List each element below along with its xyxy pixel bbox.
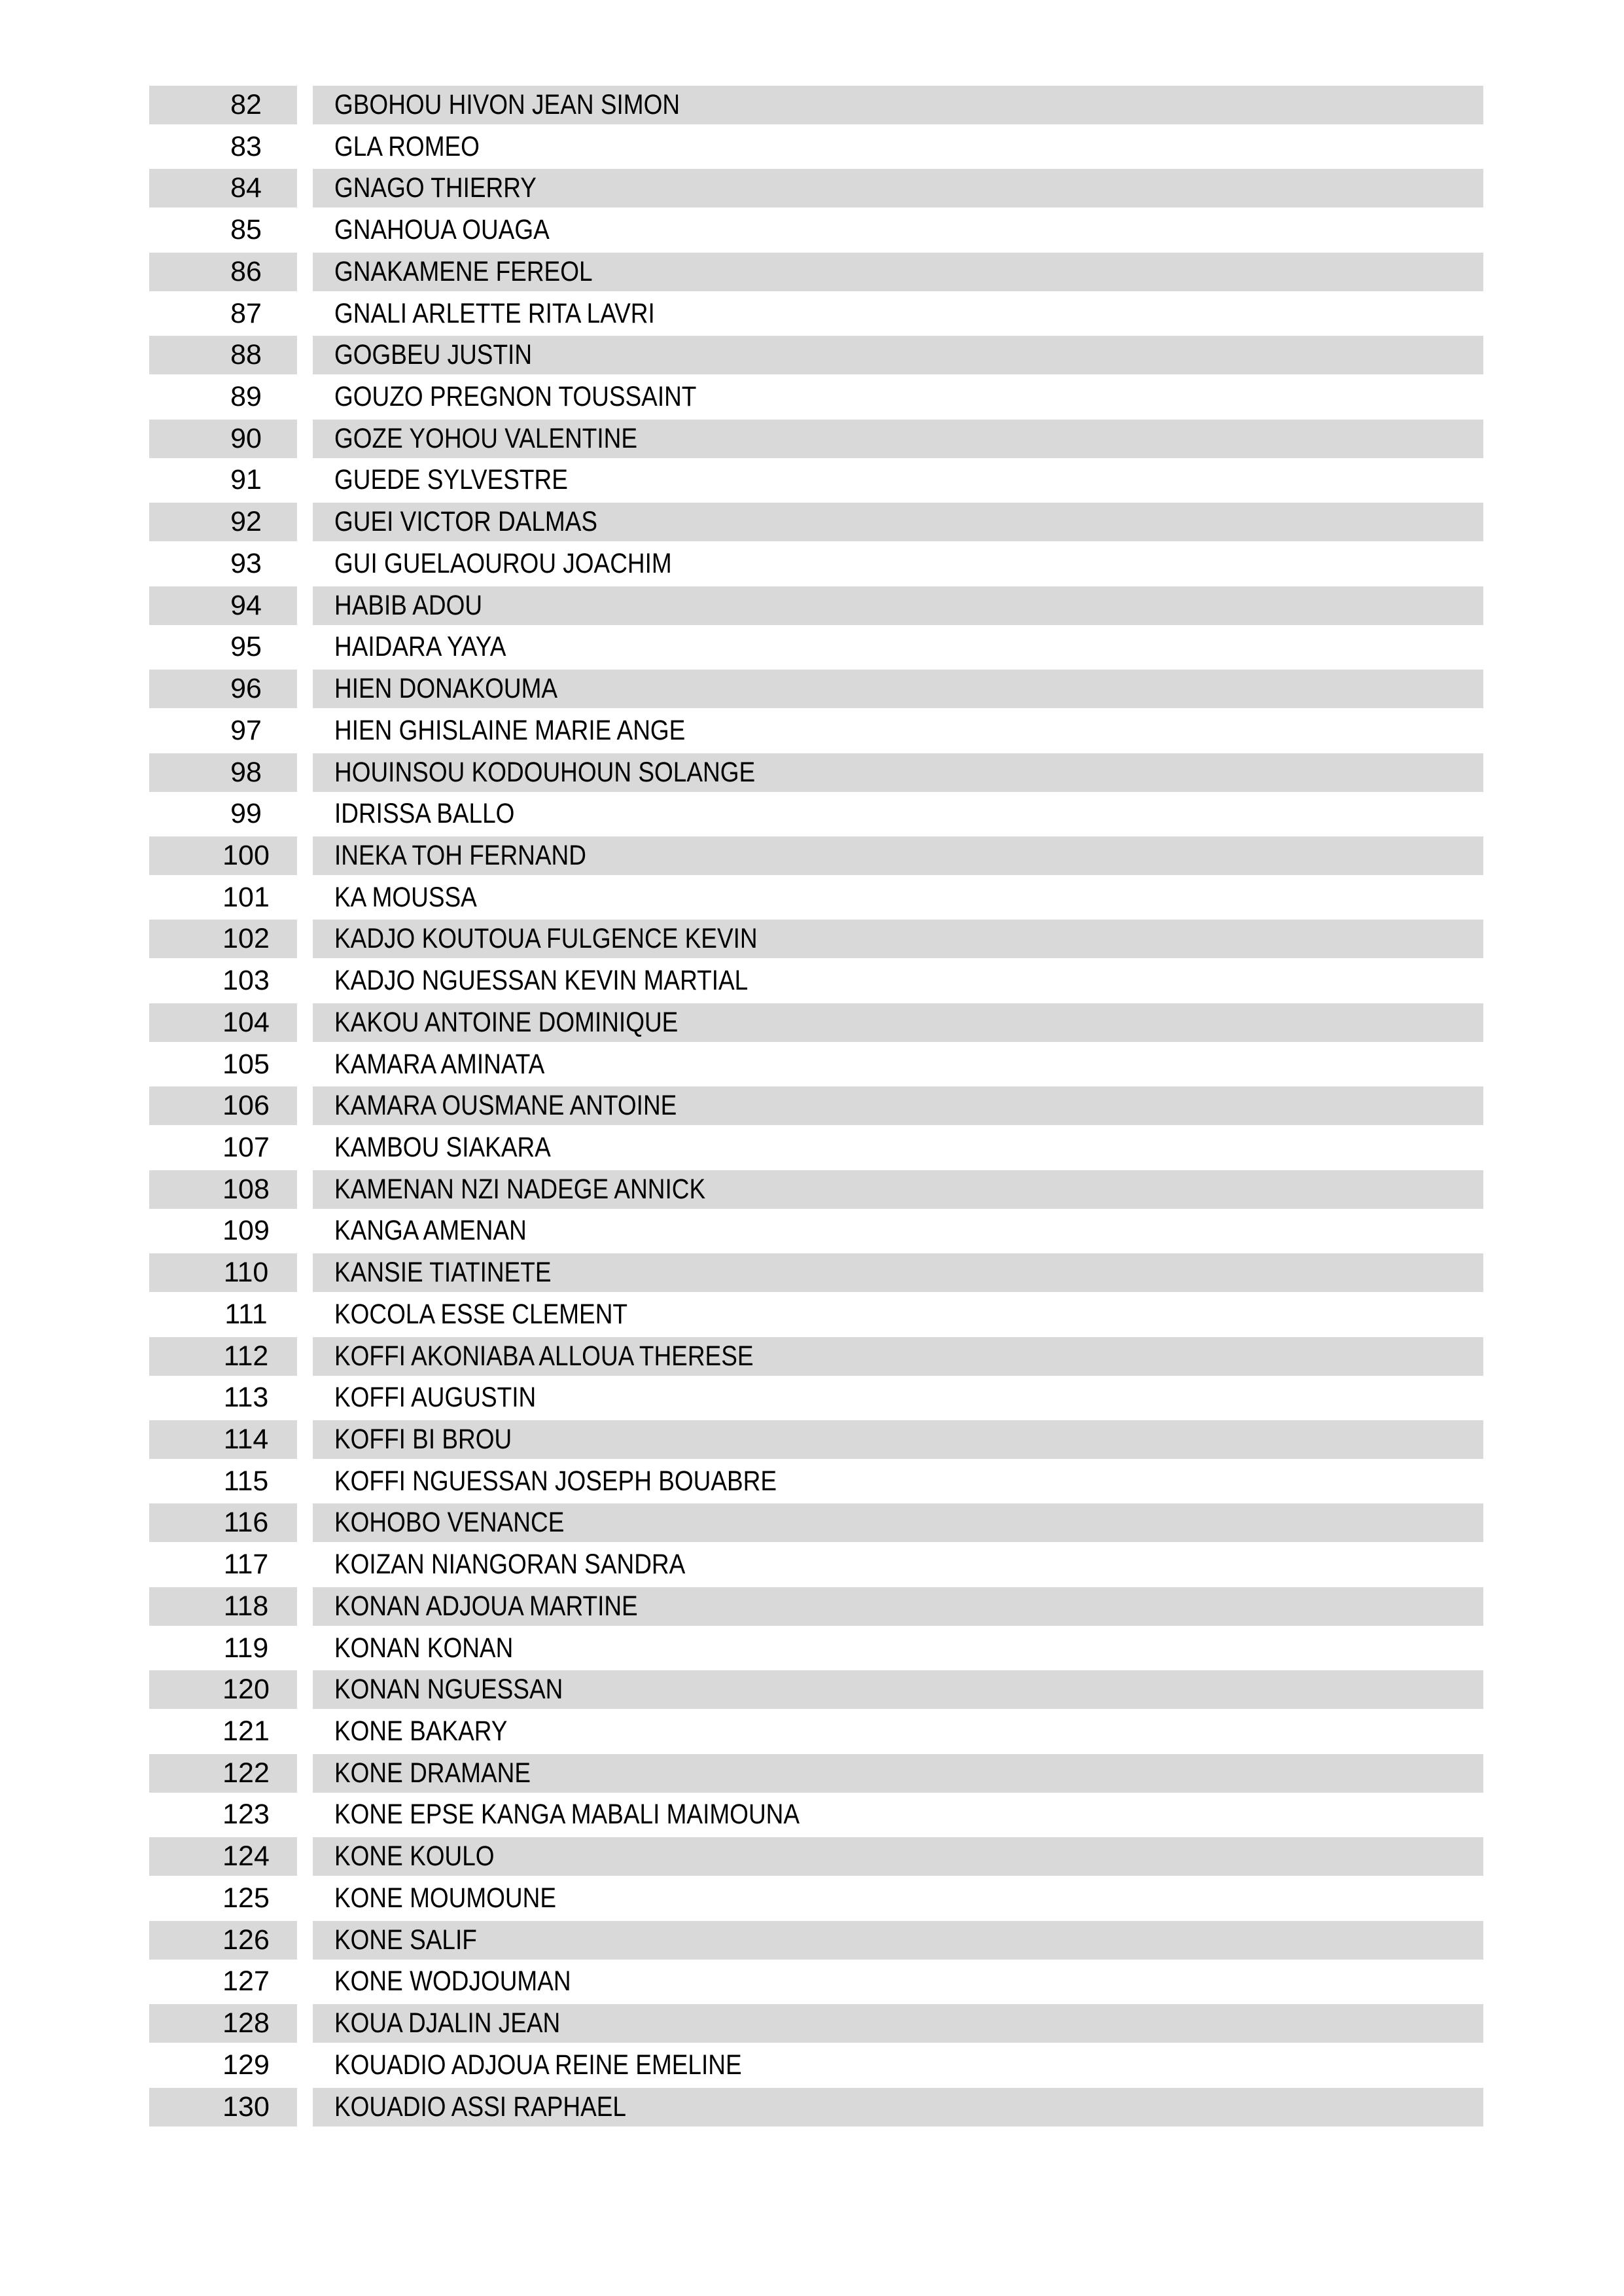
row-name: KA MOUSSA bbox=[334, 881, 477, 913]
row-number: 107 bbox=[222, 1131, 270, 1163]
row-name: HAIDARA YAYA bbox=[334, 631, 506, 663]
row-name-cell bbox=[313, 1754, 1483, 1793]
row-number-cell bbox=[149, 1795, 297, 1834]
row-name-cell bbox=[313, 211, 1483, 249]
table-row bbox=[0, 586, 1624, 625]
table-row bbox=[0, 878, 1624, 917]
row-number-cell bbox=[149, 836, 297, 875]
row-name-cell bbox=[313, 1503, 1483, 1542]
row-name-cell bbox=[313, 878, 1483, 917]
row-number-cell bbox=[149, 1921, 297, 1960]
name-list-table bbox=[0, 86, 1624, 2129]
row-number-cell bbox=[149, 503, 297, 541]
row-name: KOFFI AUGUSTIN bbox=[334, 1382, 537, 1414]
row-number-cell bbox=[149, 920, 297, 958]
row-number-cell bbox=[149, 586, 297, 625]
table-row bbox=[0, 1587, 1624, 1626]
row-name: KAMBOU SIAKARA bbox=[334, 1131, 551, 1163]
table-row bbox=[0, 1754, 1624, 1793]
row-number-cell bbox=[149, 295, 297, 333]
row-name: GLA ROMEO bbox=[334, 130, 480, 162]
row-name: KOHOBO VENANCE bbox=[334, 1507, 565, 1539]
table-row bbox=[0, 211, 1624, 249]
row-number-cell bbox=[149, 1211, 297, 1250]
row-number: 130 bbox=[222, 2090, 270, 2123]
row-number: 117 bbox=[223, 1549, 269, 1581]
row-name-cell bbox=[313, 586, 1483, 625]
row-name: GNAKAMENE FEREOL bbox=[334, 255, 593, 287]
row-name-cell bbox=[313, 1128, 1483, 1167]
row-name: KOUADIO ASSI RAPHAEL bbox=[334, 2090, 626, 2123]
table-row bbox=[0, 86, 1624, 124]
row-name: GUEDE SYLVESTRE bbox=[334, 464, 568, 496]
row-name: KONE BAKARY bbox=[334, 1715, 508, 1748]
row-name: KONE DRAMANE bbox=[334, 1757, 531, 1789]
row-number: 94 bbox=[230, 589, 262, 621]
row-number: 113 bbox=[223, 1382, 269, 1414]
table-row bbox=[0, 420, 1624, 458]
row-number: 88 bbox=[230, 339, 262, 371]
row-name: GUI GUELAOUROU JOACHIM bbox=[334, 547, 672, 579]
row-number-cell bbox=[149, 628, 297, 666]
row-name-cell bbox=[313, 2046, 1483, 2085]
row-name-cell bbox=[313, 1378, 1483, 1417]
row-name: KONAN KONAN bbox=[334, 1632, 514, 1664]
row-number: 89 bbox=[230, 381, 262, 413]
row-number: 90 bbox=[230, 422, 262, 454]
table-row bbox=[0, 1921, 1624, 1960]
row-number-cell bbox=[149, 169, 297, 207]
row-name-cell bbox=[313, 169, 1483, 207]
row-number: 100 bbox=[222, 839, 270, 871]
table-row bbox=[0, 1211, 1624, 1250]
row-number-cell bbox=[149, 1712, 297, 1751]
row-name: INEKA TOH FERNAND bbox=[334, 839, 586, 871]
row-number: 86 bbox=[230, 255, 262, 287]
row-number-cell bbox=[149, 86, 297, 124]
row-number: 103 bbox=[222, 965, 270, 997]
table-row bbox=[0, 1629, 1624, 1668]
table-row bbox=[0, 1670, 1624, 1709]
row-name-cell bbox=[313, 1462, 1483, 1501]
row-number-cell bbox=[149, 1003, 297, 1042]
row-number-cell bbox=[149, 1253, 297, 1292]
row-number-cell bbox=[149, 670, 297, 708]
row-name: IDRISSA BALLO bbox=[334, 798, 515, 830]
row-number-cell bbox=[149, 1128, 297, 1167]
row-number: 128 bbox=[222, 2007, 270, 2039]
table-row bbox=[0, 961, 1624, 1000]
row-number-cell bbox=[149, 1629, 297, 1668]
row-name: GUEI VICTOR DALMAS bbox=[334, 506, 598, 538]
row-number-cell bbox=[149, 795, 297, 833]
row-name-cell bbox=[313, 1712, 1483, 1751]
row-name-cell bbox=[313, 86, 1483, 124]
row-number-cell bbox=[149, 2088, 297, 2126]
row-name-cell bbox=[313, 253, 1483, 291]
table-row bbox=[0, 795, 1624, 833]
row-number-cell bbox=[149, 2046, 297, 2085]
row-name: KONE EPSE KANGA MABALI MAIMOUNA bbox=[334, 1799, 800, 1831]
row-name-cell bbox=[313, 1295, 1483, 1334]
row-name-cell bbox=[313, 1086, 1483, 1125]
table-row bbox=[0, 670, 1624, 708]
row-name-cell bbox=[313, 1629, 1483, 1668]
row-name: GBOHOU HIVON JEAN SIMON bbox=[334, 89, 680, 120]
table-row bbox=[0, 753, 1624, 792]
row-name: HIEN GHISLAINE MARIE ANGE bbox=[334, 714, 686, 746]
row-number: 83 bbox=[230, 130, 262, 162]
row-number: 126 bbox=[222, 1924, 270, 1956]
row-number: 109 bbox=[222, 1215, 270, 1247]
table-row bbox=[0, 2088, 1624, 2126]
row-name-cell bbox=[313, 2088, 1483, 2126]
row-name-cell bbox=[313, 670, 1483, 708]
row-number: 127 bbox=[222, 1965, 270, 1998]
row-name: KANSIE TIATINETE bbox=[334, 1257, 552, 1289]
row-number: 92 bbox=[230, 506, 262, 538]
row-number-cell bbox=[149, 711, 297, 750]
row-number-cell bbox=[149, 1545, 297, 1584]
row-name-cell bbox=[313, 1795, 1483, 1834]
row-name-cell bbox=[313, 920, 1483, 958]
row-name: HABIB ADOU bbox=[334, 589, 483, 621]
row-name-cell bbox=[313, 295, 1483, 333]
row-number-cell bbox=[149, 1378, 297, 1417]
row-number: 97 bbox=[230, 714, 262, 746]
row-name-cell bbox=[313, 1587, 1483, 1626]
row-number-cell bbox=[149, 253, 297, 291]
row-name-cell bbox=[313, 628, 1483, 666]
row-name: KOFFI AKONIABA ALLOUA THERESE bbox=[334, 1340, 754, 1372]
row-name-cell bbox=[313, 1420, 1483, 1459]
row-name-cell bbox=[313, 1837, 1483, 1876]
row-number-cell bbox=[149, 1045, 297, 1084]
row-number: 120 bbox=[222, 1674, 270, 1706]
row-name: KONE MOUMOUNE bbox=[334, 1882, 557, 1914]
row-number-cell bbox=[149, 1962, 297, 2001]
row-number: 112 bbox=[223, 1340, 269, 1372]
row-number-cell bbox=[149, 1587, 297, 1626]
table-row bbox=[0, 1337, 1624, 1376]
row-number: 102 bbox=[222, 923, 270, 955]
row-name-cell bbox=[313, 378, 1483, 416]
table-row bbox=[0, 1503, 1624, 1542]
row-number-cell bbox=[149, 1879, 297, 1918]
row-name: KAKOU ANTOINE DOMINIQUE bbox=[334, 1006, 679, 1038]
table-row bbox=[0, 1003, 1624, 1042]
table-row bbox=[0, 2046, 1624, 2085]
row-name-cell bbox=[313, 2004, 1483, 2043]
table-row bbox=[0, 169, 1624, 207]
row-number: 98 bbox=[230, 756, 262, 788]
row-name: HIEN DONAKOUMA bbox=[334, 673, 558, 705]
row-name-cell bbox=[313, 1921, 1483, 1960]
row-name: KONAN NGUESSAN bbox=[334, 1674, 563, 1706]
row-number: 82 bbox=[230, 89, 262, 120]
row-name: KOFFI NGUESSAN JOSEPH BOUABRE bbox=[334, 1465, 777, 1497]
table-row bbox=[0, 1253, 1624, 1292]
row-number: 129 bbox=[222, 2049, 270, 2081]
row-name: GNALI ARLETTE RITA LAVRI bbox=[334, 297, 655, 329]
row-number: 116 bbox=[223, 1507, 269, 1539]
table-row bbox=[0, 461, 1624, 499]
row-name-cell bbox=[313, 753, 1483, 792]
table-row bbox=[0, 1420, 1624, 1459]
row-number-cell bbox=[149, 378, 297, 416]
table-row bbox=[0, 253, 1624, 291]
table-row bbox=[0, 128, 1624, 166]
row-name: KADJO KOUTOUA FULGENCE KEVIN bbox=[334, 923, 758, 955]
table-row bbox=[0, 1378, 1624, 1417]
row-number: 110 bbox=[223, 1257, 269, 1289]
row-number-cell bbox=[149, 878, 297, 917]
row-name: KAMENAN NZI NADEGE ANNICK bbox=[334, 1173, 706, 1205]
row-number: 124 bbox=[222, 1840, 270, 1873]
row-name: KOIZAN NIANGORAN SANDRA bbox=[334, 1549, 686, 1581]
row-number: 118 bbox=[223, 1590, 269, 1622]
table-row bbox=[0, 1086, 1624, 1125]
row-number: 95 bbox=[230, 631, 262, 663]
row-number: 106 bbox=[222, 1090, 270, 1122]
row-number: 123 bbox=[222, 1799, 270, 1831]
row-name-cell bbox=[313, 1170, 1483, 1209]
row-name-cell bbox=[313, 461, 1483, 499]
row-name: KOUA DJALIN JEAN bbox=[334, 2007, 561, 2039]
row-name: KONE SALIF bbox=[334, 1924, 477, 1956]
table-row bbox=[0, 1795, 1624, 1834]
row-name-cell bbox=[313, 1253, 1483, 1292]
table-row bbox=[0, 295, 1624, 333]
table-row bbox=[0, 545, 1624, 583]
row-number-cell bbox=[149, 1337, 297, 1376]
table-row bbox=[0, 1128, 1624, 1167]
row-number-cell bbox=[149, 336, 297, 374]
table-row bbox=[0, 1045, 1624, 1084]
row-number: 105 bbox=[222, 1048, 270, 1080]
row-number: 85 bbox=[230, 214, 262, 246]
row-name-cell bbox=[313, 1337, 1483, 1376]
table-row bbox=[0, 1837, 1624, 1876]
table-row bbox=[0, 336, 1624, 374]
row-name-cell bbox=[313, 795, 1483, 833]
row-name-cell bbox=[313, 1545, 1483, 1584]
row-name: KOCOLA ESSE CLEMENT bbox=[334, 1298, 628, 1330]
row-number: 93 bbox=[230, 547, 262, 579]
row-number-cell bbox=[149, 1170, 297, 1209]
row-name: HOUINSOU KODOUHOUN SOLANGE bbox=[334, 756, 756, 788]
row-name: KAMARA OUSMANE ANTOINE bbox=[334, 1090, 677, 1122]
row-number: 96 bbox=[230, 673, 262, 705]
row-number-cell bbox=[149, 1295, 297, 1334]
row-number-cell bbox=[149, 1670, 297, 1709]
table-row bbox=[0, 1879, 1624, 1918]
row-number: 119 bbox=[223, 1632, 269, 1664]
row-name: KOUADIO ADJOUA REINE EMELINE bbox=[334, 2049, 742, 2081]
row-number-cell bbox=[149, 128, 297, 166]
row-name-cell bbox=[313, 503, 1483, 541]
row-number-cell bbox=[149, 545, 297, 583]
row-number: 121 bbox=[222, 1715, 270, 1748]
row-name-cell bbox=[313, 836, 1483, 875]
row-number: 104 bbox=[222, 1006, 270, 1038]
row-number-cell bbox=[149, 1754, 297, 1793]
table-row bbox=[0, 378, 1624, 416]
row-number-cell bbox=[149, 1462, 297, 1501]
row-name: KADJO NGUESSAN KEVIN MARTIAL bbox=[334, 965, 749, 997]
row-name-cell bbox=[313, 336, 1483, 374]
row-number-cell bbox=[149, 2004, 297, 2043]
table-row bbox=[0, 1295, 1624, 1334]
row-number-cell bbox=[149, 420, 297, 458]
row-name: GOUZO PREGNON TOUSSAINT bbox=[334, 381, 697, 413]
row-number: 114 bbox=[223, 1424, 269, 1455]
row-number-cell bbox=[149, 1837, 297, 1876]
row-name: KONE KOULO bbox=[334, 1840, 495, 1873]
table-row bbox=[0, 1962, 1624, 2001]
row-name: KOFFI BI BROU bbox=[334, 1424, 512, 1455]
row-number-cell bbox=[149, 1420, 297, 1459]
table-row bbox=[0, 1545, 1624, 1584]
row-name: KAMARA AMINATA bbox=[334, 1048, 545, 1080]
row-number: 115 bbox=[223, 1465, 269, 1497]
row-number: 101 bbox=[222, 881, 270, 913]
row-name-cell bbox=[313, 1962, 1483, 2001]
row-name-cell bbox=[313, 128, 1483, 166]
row-name-cell bbox=[313, 1879, 1483, 1918]
table-row bbox=[0, 1462, 1624, 1501]
row-number: 99 bbox=[230, 798, 262, 830]
row-name: GOZE YOHOU VALENTINE bbox=[334, 422, 638, 454]
row-name-cell bbox=[313, 1003, 1483, 1042]
table-row bbox=[0, 628, 1624, 666]
row-name-cell bbox=[313, 1670, 1483, 1709]
table-row bbox=[0, 1712, 1624, 1751]
table-row bbox=[0, 503, 1624, 541]
row-number: 108 bbox=[222, 1173, 270, 1205]
row-name: GNAGO THIERRY bbox=[334, 172, 537, 204]
row-number: 125 bbox=[222, 1882, 270, 1914]
row-name-cell bbox=[313, 1211, 1483, 1250]
row-number-cell bbox=[149, 753, 297, 792]
row-number: 84 bbox=[230, 172, 262, 204]
row-number: 87 bbox=[230, 297, 262, 329]
row-number: 91 bbox=[230, 464, 262, 496]
row-name: KANGA AMENAN bbox=[334, 1215, 527, 1247]
table-row bbox=[0, 920, 1624, 958]
row-number: 122 bbox=[222, 1757, 270, 1789]
table-row bbox=[0, 1170, 1624, 1209]
row-name: GNAHOUA OUAGA bbox=[334, 214, 550, 246]
row-name-cell bbox=[313, 961, 1483, 1000]
row-name-cell bbox=[313, 420, 1483, 458]
table-row bbox=[0, 711, 1624, 750]
row-name-cell bbox=[313, 545, 1483, 583]
row-number-cell bbox=[149, 961, 297, 1000]
row-number-cell bbox=[149, 1086, 297, 1125]
row-number-cell bbox=[149, 461, 297, 499]
table-row bbox=[0, 2004, 1624, 2043]
row-name: KONE WODJOUMAN bbox=[334, 1965, 571, 1998]
table-row bbox=[0, 836, 1624, 875]
row-number-cell bbox=[149, 211, 297, 249]
row-name: KONAN ADJOUA MARTINE bbox=[334, 1590, 638, 1622]
row-number: 111 bbox=[224, 1298, 268, 1330]
row-number-cell bbox=[149, 1503, 297, 1542]
row-name: GOGBEU JUSTIN bbox=[334, 339, 533, 371]
row-name-cell bbox=[313, 1045, 1483, 1084]
row-name-cell bbox=[313, 711, 1483, 750]
